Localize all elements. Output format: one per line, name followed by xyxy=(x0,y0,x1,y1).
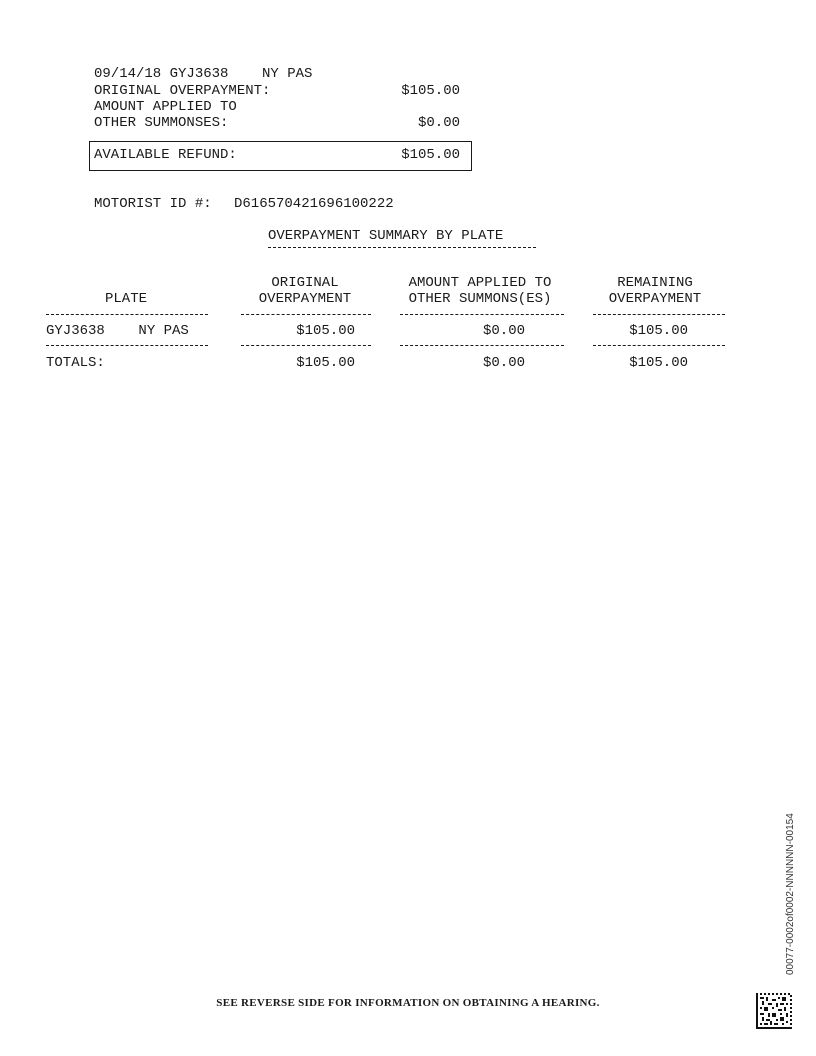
row-plate: GYJ3638 NY PAS xyxy=(46,323,189,339)
summary-title: OVERPAYMENT SUMMARY BY PLATE xyxy=(268,228,504,244)
motorist-id-label: MOTORIST ID #: xyxy=(94,196,212,212)
date-plate-line: 09/14/18 GYJ3638 NY PAS xyxy=(94,66,313,82)
col-header-original-line2: OVERPAYMENT xyxy=(258,291,352,307)
col-header-remaining-line1: REMAINING xyxy=(617,275,693,291)
row-original: $105.00 xyxy=(296,323,355,339)
col-underline-original xyxy=(241,314,371,315)
motorist-id-value: D616570421696100222 xyxy=(234,196,394,212)
col-header-applied-line1: AMOUNT APPLIED TO xyxy=(408,275,552,291)
amount-applied-label-line1: AMOUNT APPLIED TO xyxy=(94,99,237,115)
col-header-plate: PLATE xyxy=(104,291,147,307)
row-underline-plate xyxy=(46,345,208,346)
available-refund-label: AVAILABLE REFUND: xyxy=(94,147,237,163)
row-applied: $0.00 xyxy=(482,323,525,339)
row-underline-applied xyxy=(400,345,564,346)
totals-original: $105.00 xyxy=(296,355,355,371)
row-underline-remaining xyxy=(593,345,725,346)
amount-applied-label-line2: OTHER SUMMONSES: xyxy=(94,115,229,131)
hearing-notice: SEE REVERSE SIDE FOR INFORMATION ON OBTAINING A HEARING. xyxy=(216,997,600,1009)
totals-remaining: $105.00 xyxy=(629,355,688,371)
original-overpayment-value: $105.00 xyxy=(401,83,460,99)
available-refund-value: $105.00 xyxy=(401,147,460,163)
col-underline-remaining xyxy=(593,314,725,315)
summary-title-underline xyxy=(268,247,536,248)
qr-code-icon xyxy=(756,993,792,1029)
document-code: 00077-0002of0002-NNNNNN-00154 xyxy=(785,813,796,975)
col-header-remaining-line2: OVERPAYMENT xyxy=(608,291,702,307)
row-underline-original xyxy=(241,345,371,346)
col-underline-applied xyxy=(400,314,564,315)
row-remaining: $105.00 xyxy=(629,323,688,339)
amount-applied-value: $0.00 xyxy=(417,115,460,131)
totals-applied: $0.00 xyxy=(482,355,525,371)
totals-label: TOTALS: xyxy=(46,355,105,371)
col-header-original-line1: ORIGINAL xyxy=(271,275,339,291)
original-overpayment-label: ORIGINAL OVERPAYMENT: xyxy=(94,83,271,99)
col-header-applied-line2: OTHER SUMMONS(ES) xyxy=(408,291,552,307)
col-underline-plate xyxy=(46,314,208,315)
